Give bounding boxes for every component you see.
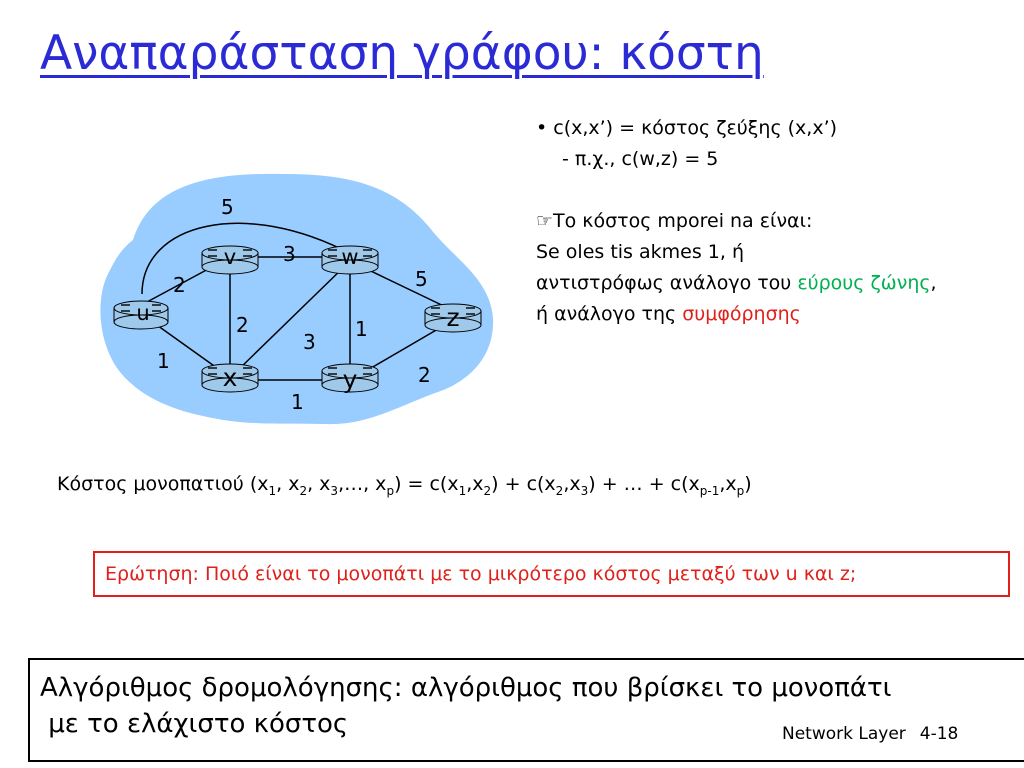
bandwidth-term: εύρους ζώνης [797,272,931,294]
footer-page-number: 4-18 [919,724,959,744]
congestion-term: συμφόρησης [682,303,801,325]
node-label-v: v [223,245,237,269]
question-box: Ερώτηση: Ποιό είναι το μονοπάτι με το μικρότερο κόστος μεταξύ των u και z; [93,551,1010,597]
cost-label-u-x: 1 [157,349,170,373]
path-cost-formula: Κόστος μονοπατιού ($x_1$, $x_2$, $x_3,\dots$, $x_p) = c(x_1,x_2) + c(x_2,x_3)$ + … + $c(x_{p-1},x_p)$ [57,473,752,498]
network-graph [95,168,505,430]
router-u [114,301,168,329]
cost-option-congestion: ή ανάλογο της συμφόρησης [536,303,801,325]
cost-label-v-x: 2 [236,313,249,337]
node-label-x: x [222,363,238,392]
cost-label-w-y: 1 [355,317,368,341]
network-cloud [100,174,493,424]
algorithm-definition [40,670,891,742]
cost-label-x-y: 1 [291,390,304,414]
cost-option-bandwidth: αντιστρόφως ανάλογο του εύρους ζώνης, [536,272,937,294]
link-cost-definition: • c(x,x’) = κόστος ζεύξης (x,x’) [536,117,838,139]
cost-label-u-v: 2 [173,273,186,297]
algorithm-box [28,658,1024,762]
node-label-y: y [342,365,358,394]
slide-title: Αναπαράσταση γράφου: κόστη [40,26,764,81]
footer-layer: Network Layer [782,724,906,744]
cost-label-v-w: 3 [283,242,296,266]
node-label-z: z [446,303,460,332]
router-v [202,245,258,274]
slide-footer [782,724,958,744]
cost-can-be: ☞Το κόστος mporei na είναι: [536,210,813,232]
node-label-u: u [136,301,150,325]
algorithm-line-2: με το ελάχιστο κόστος [40,709,349,739]
router-x [202,363,258,392]
algorithm-line-1: Αλγόριθμος δρομολόγησης: αλγόριθμος που βρίσκει το μονοπάτι [40,673,892,703]
cost-option-all-one: Se oles tis akmes 1, ή [536,241,744,263]
cost-notes [536,113,937,330]
cost-label-y-z: 2 [418,363,431,387]
cost-label-u-w: 5 [221,195,234,219]
node-label-w: w [341,245,359,269]
router-y [322,364,378,394]
router-w [322,245,378,274]
router-z [425,303,481,332]
cost-label-w-z: 5 [415,267,428,291]
spacer-line [536,175,937,206]
link-cost-example: - π.χ., c(w,z) = 5 [562,148,719,170]
cost-label-x-w: 3 [303,330,316,354]
